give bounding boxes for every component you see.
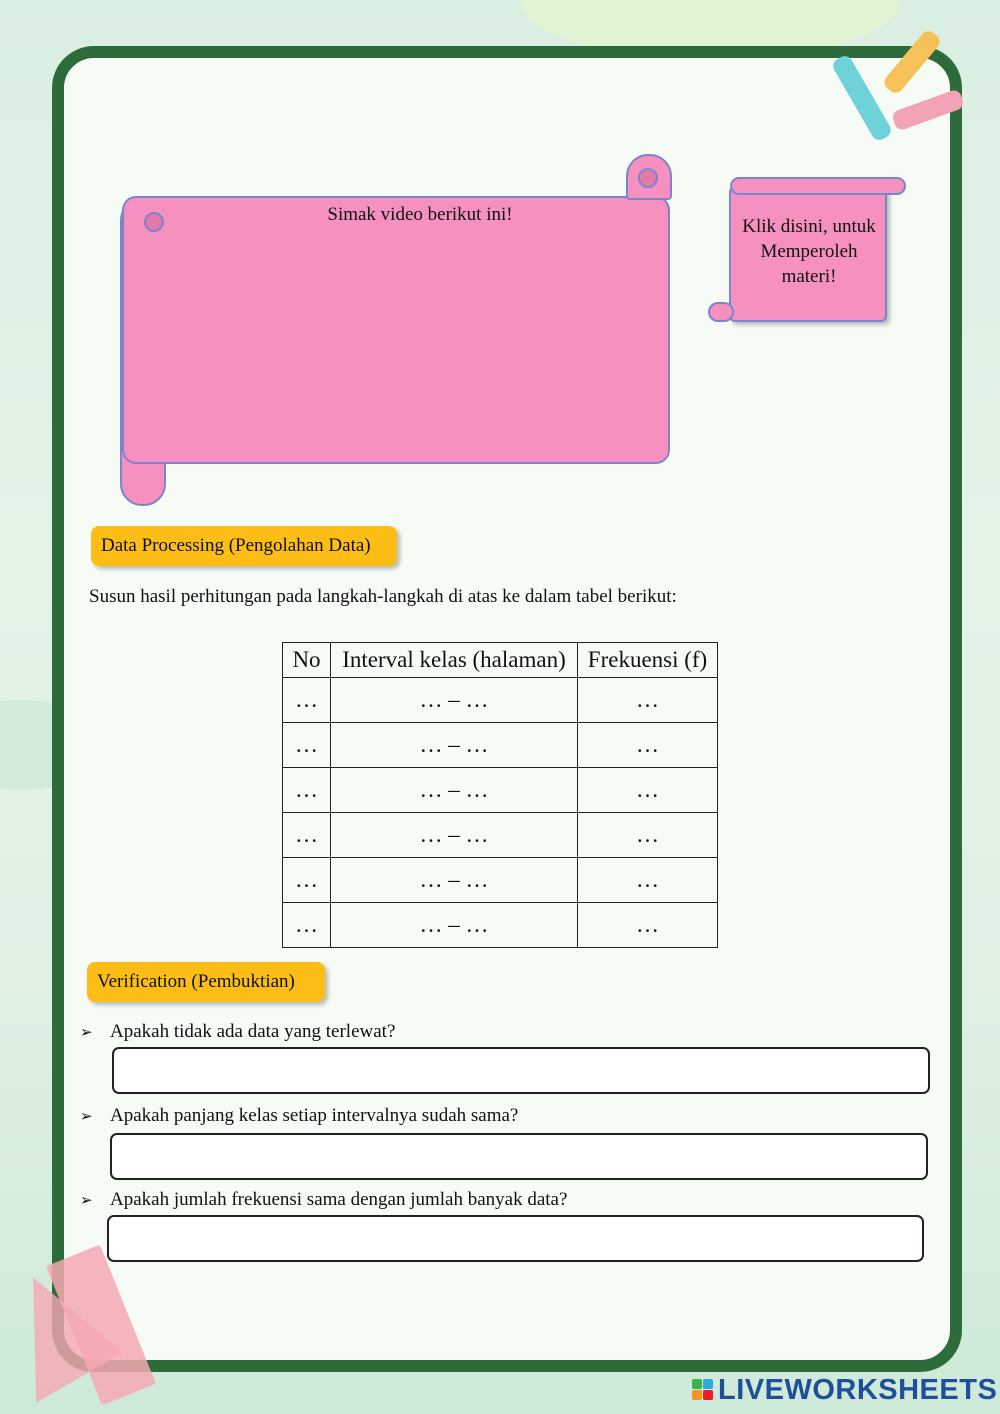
cell-no[interactable]: … [283, 678, 331, 723]
cell-interval[interactable]: … – … [331, 813, 578, 858]
liveworksheets-logo [692, 1374, 997, 1407]
scroll-curl [638, 168, 658, 188]
cell-frequency[interactable]: … [578, 768, 718, 813]
question-text: Apakah panjang kelas setiap intervalnya sudah sama? [110, 1105, 519, 1126]
cell-no[interactable]: … [283, 813, 331, 858]
materi-scroll-top-roll [730, 177, 906, 195]
materi-scroll-bottom-roll [708, 302, 734, 322]
cell-interval[interactable]: … – … [331, 903, 578, 948]
table-header-row [283, 643, 718, 678]
materi-line-2: Memperoleh [760, 241, 858, 262]
cell-interval[interactable]: … – … [331, 768, 578, 813]
logo-icon [692, 1379, 714, 1401]
video-scroll[interactable] [122, 196, 670, 464]
table-row [283, 813, 718, 858]
video-scroll-label: Simak video berikut ini! [327, 204, 513, 225]
table-row [283, 678, 718, 723]
materi-scroll-label[interactable] [732, 214, 886, 289]
answer-field[interactable] [110, 1133, 928, 1180]
table-row [283, 858, 718, 903]
cell-frequency[interactable]: … [578, 903, 718, 948]
question-item [80, 1189, 567, 1211]
materi-line-1: Klik disini, untuk [742, 216, 876, 237]
question-item [80, 1021, 395, 1043]
logo-text: LIVEWORKSHEETS [718, 1374, 998, 1406]
question-text: Apakah jumlah frekuensi sama dengan jumlah banyak data? [110, 1189, 568, 1210]
arrow-bullet-icon: ➢ [80, 1023, 93, 1041]
instruction-text: Susun hasil perhitungan pada langkah-langkah di atas ke dalam tabel berikut: [89, 586, 677, 607]
cell-interval[interactable]: … – … [331, 678, 578, 723]
cell-no[interactable]: … [283, 768, 331, 813]
answer-field[interactable] [107, 1215, 924, 1262]
table-row [283, 768, 718, 813]
verification-heading: Verification (Pembuktian) [87, 962, 325, 1002]
cell-interval[interactable]: … – … [331, 723, 578, 768]
table-row [283, 723, 718, 768]
frequency-table [282, 642, 718, 948]
column-header-frekuensi: Frekuensi (f) [578, 643, 718, 678]
scroll-curl [144, 212, 164, 232]
cell-no[interactable]: … [283, 858, 331, 903]
column-header-interval: Interval kelas (halaman) [331, 643, 578, 678]
cell-no[interactable]: … [283, 723, 331, 768]
cell-frequency[interactable]: … [578, 858, 718, 903]
data-processing-heading: Data Processing (Pengolahan Data) [91, 526, 397, 566]
cell-frequency[interactable]: … [578, 678, 718, 723]
answer-field[interactable] [112, 1047, 930, 1094]
cell-interval[interactable]: … – … [331, 858, 578, 903]
cell-no[interactable]: … [283, 903, 331, 948]
materi-line-3: materi! [781, 266, 837, 287]
arrow-bullet-icon: ➢ [80, 1191, 93, 1209]
cell-frequency[interactable]: … [578, 723, 718, 768]
column-header-no: No [283, 643, 331, 678]
table-row [283, 903, 718, 948]
question-text: Apakah tidak ada data yang terlewat? [110, 1021, 396, 1042]
cell-frequency[interactable]: … [578, 813, 718, 858]
arrow-bullet-icon: ➢ [80, 1107, 93, 1125]
question-item [80, 1105, 518, 1127]
